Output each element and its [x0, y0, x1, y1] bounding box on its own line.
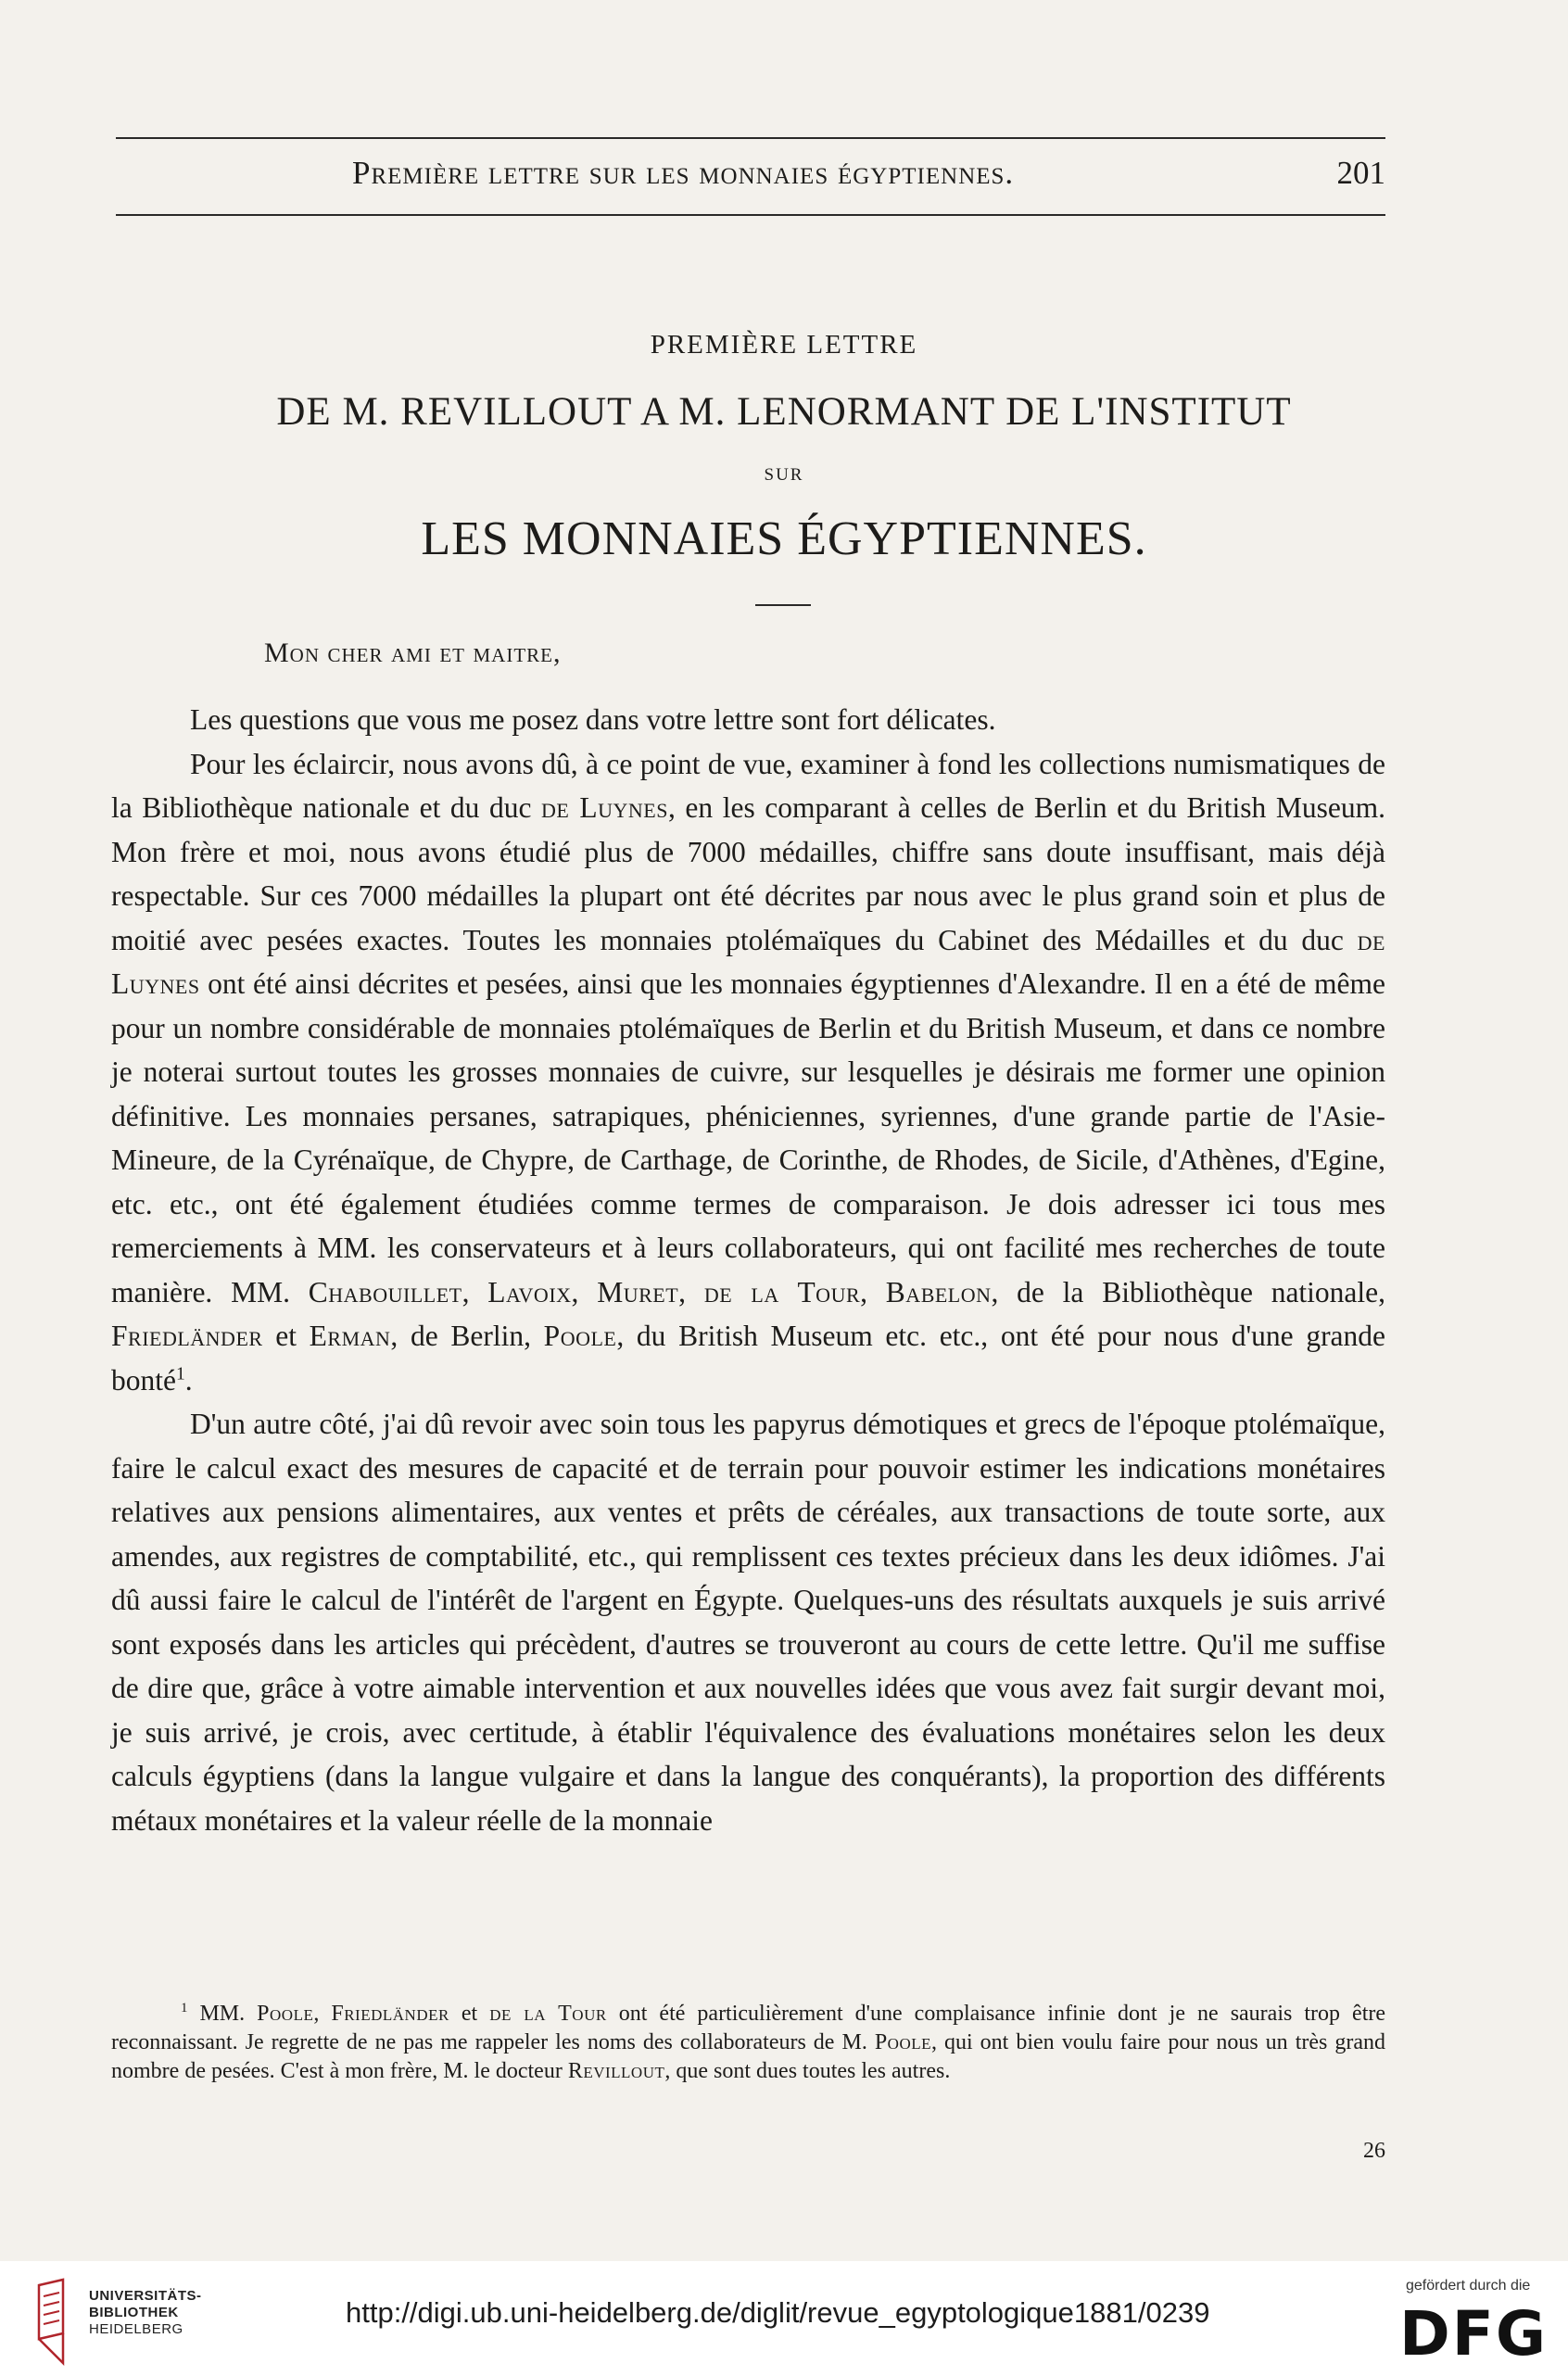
name-smallcaps: Poole: [543, 1320, 617, 1352]
page-number: 201: [1336, 155, 1385, 191]
salutation: Mon cher ami et maitre,: [264, 638, 562, 668]
name-smallcaps: Muret: [597, 1275, 679, 1308]
footnote: $^1$ MM. Poole, Friedländer et de la Tour ont été particulièrement d'une complaisance infinie dont je ne saurais trop être reconnaissant. Je regrette de ne pas me rappeler les noms des collaborateurs de M. Poole, qui ont bien voulu faire pour nous un très grand nombre de pesées. C'est à mon frère, M. le docteur Revillout, que sont dues toutes les autres.: [111, 2001, 1386, 2083]
permalink-url[interactable]: http://digi.ub.uni-heidelberg.de/diglit/revue_egyptologique1881/0239: [346, 2296, 1210, 2329]
ub-logo-icon[interactable]: [35, 2278, 91, 2367]
library-name[interactable]: UNIVERSITÄTS- BIBLIOTHEK HEIDELBERG: [89, 2288, 202, 2337]
signature-mark: 26: [1363, 2139, 1385, 2163]
sponsor-text: gefördert durch die: [1406, 2278, 1531, 2294]
name-smallcaps: Lavoix: [487, 1275, 572, 1308]
paragraph-3: D'un autre côté, j'ai dû revoir avec soin tous les papyrus démotiques et grecs de l'époque ptolémaïque, faire le calcul exact des mesures de capacité et de terrain pour pouvoir estimer les indications monétaires relatives aux pensions alimentaires, aux ventes et prêts de céréales, aux transactions de toute sorte, aux amendes, aux registres de comptabilité, etc., qui remplissent ces textes précieux dans les deux idiômes. J'ai dû aussi faire le calcul de l'intérêt de l'argent en Égypte. Quelques-uns des résultats auxquels je suis arrivé sont exposés dans les articles qui précèdent, d'autres se trouveront au cours de cette lettre. Qu'il me suffise de dire que, grâce à votre aimable intervention et aux nouvelles idées que vous avez fait surgir devant moi, je suis arrivé, je crois, avec certitude, à établir l'équivalence des évaluations monétaires selon les deux calculs égyptiens (dans la langue vulgaire et dans la langue des conquérants), la proportion des différents métaux monétaires et la valeur réelle de la monnaie: [111, 1408, 1385, 1837]
name-smallcaps: de Luynes: [541, 791, 668, 824]
name-smallcaps: de Luynes: [111, 923, 1385, 1000]
header-top-rule: [116, 137, 1385, 139]
running-title: Première lettre sur les monnaies égyptiennes.: [352, 155, 1015, 191]
footnote-number: 1: [181, 2001, 188, 2016]
name-smallcaps: Babelon: [885, 1275, 992, 1308]
title-separator: [755, 604, 811, 606]
dfg-logo-icon[interactable]: DFG: [1399, 2298, 1549, 2370]
name-smallcaps: Friedländer: [111, 1320, 263, 1352]
letter-body: [111, 698, 1385, 1842]
footer-bar: [0, 2261, 1568, 2376]
title-line-4: LES MONNAIES ÉGYPTIENNES.: [421, 512, 1147, 565]
name-smallcaps: de la Tour: [703, 1275, 861, 1308]
footnote-ref: 1: [175, 1364, 185, 1384]
title-line-1: PREMIÈRE LETTRE: [650, 330, 918, 360]
title-line-3: SUR: [764, 465, 804, 485]
header-bottom-rule: [116, 214, 1385, 216]
paragraph-1: Les questions que vous me posez dans votre lettre sont fort délicates.: [190, 703, 996, 736]
paragraph-2: Pour les éclaircir, nous avons dû, à ce point de vue, examiner à fond les collections numismatiques de la Bibliothèque nationale et du duc de Luynes, en les comparant à celles de Berlin et du British Museum. Mon frère et moi, nous avons étudié plus de 7000 médailles, chiffre sans doute insuffisant, mais déjà respectable. Sur ces 7000 médailles la plupart ont été décrites par nous avec le plus grand soin et plus de moitié avec pesées exactes. Toutes les monnaies ptolémaïques du Cabinet des Médailles et du duc de Luynes ont été ainsi décrites et pesées, ainsi que les monnaies égyptiennes d'Alexandre. Il en a été de même pour un nombre considérable de monnaies ptolémaïques de Berlin et du British Museum, et dans ce nombre je noterai surtout toutes les grosses monnaies de cuivre, sur lesquelles je désirais me former une opinion définitive. Les monnaies persanes, satrapiques, phéniciennes, syriennes, d'une grande partie de l'Asie-Mineure, de la Cyrénaïque, de Chypre, de Carthage, de Corinthe, de Rhodes, de Sicile, d'Athènes, d'Egine, etc. etc., ont été également étudiées comme termes de comparaison. Je dois adresser ici tous mes remerciements à MM. les conservateurs et à leurs collaborateurs, qui ont facilité mes recherches de toute manière. MM. Chabouillet, Lavoix, Muret, de la Tour, Babelon, de la Bibliothèque nationale, Friedländer et Erman, de Berlin, Poole, du British Museum etc. etc., ont été pour nous d'une grande bonté$^1$.: [111, 747, 1386, 1397]
title-line-2: DE M. REVILLOUT A M. LENORMANT DE L'INSTITUT: [276, 390, 1292, 434]
name-smallcaps: Erman: [309, 1320, 391, 1352]
name-smallcaps: Chabouillet: [308, 1275, 462, 1308]
